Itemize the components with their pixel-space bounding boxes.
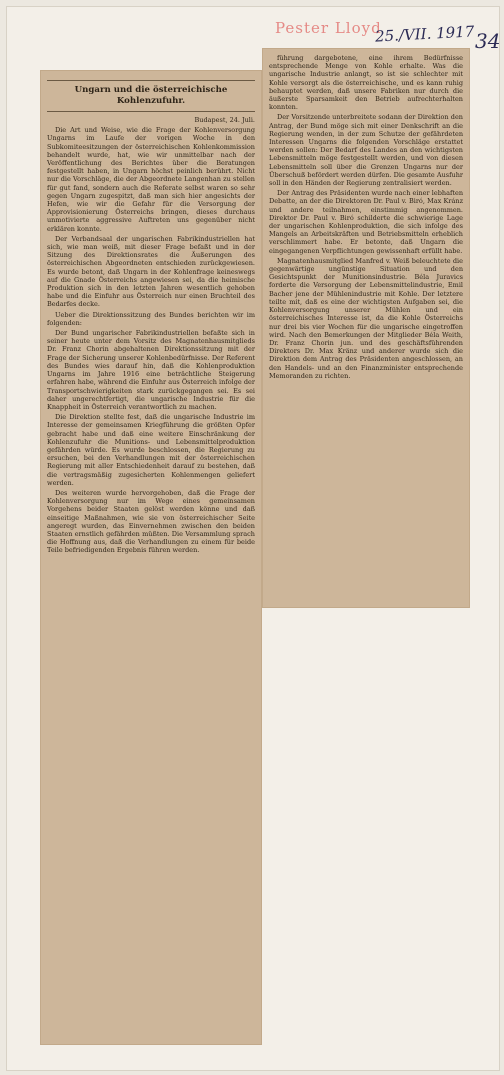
handwritten-date: 25./VII. 1917 bbox=[374, 22, 475, 46]
article-paragraph: Die Art und Weise, wie die Frage der Kohlenversorgung Ungarns im Laufe der vorigen Woche in den Subkomiteesitzungen der österreichischen Kohlenkommission behandelt wurde, hat, wie wir unmittelbar nach der Veröffentlichung des Berichtes über die Beratungen festgestellt haben, in Ungarn höchst peinlich berührt. Nicht nur die Vorschläge, die der Abgeordnete Langenhan zu stellen für gut fand, sondern auch die Referate selbst waren so sehr gegen Ungarn zugespitzt, daß man sich hier angesichts der Hefen, wie wir die Gefahr für die Versorgung der Approvisionierung Österreichs bringen, dieses durchaus unmotivierte aggressive Auftreten uns gegenüber nicht erklären konnte. bbox=[47, 126, 255, 233]
article-dateline: Budapest, 24. Juli. bbox=[194, 116, 255, 124]
article-paragraph: Ueber die Direktionssitzung des Bundes berichten wir im folgenden: bbox=[47, 310, 255, 327]
article-paragraph: Der Bund ungarischer Fabrikindustriellen befaßte sich in seiner heute unter dem Vorsitz des Magnatenhausmitglieds Dr. Franz Chorin abgehaltenen Direktionssitzung mit der Frage der Sicherung unserer Kohlenbedürfnisse. Der Referent des Bundes wies darauf hin, daß die Kohlenproduktion Ungarns im Jahre 1916 eine beträchtliche Steigerung erfahren habe, während die Einfuhr aus Österreich infolge der Transportschwierigkeiten stark zurückgegangen sei. Es sei daher ungerechtfertigt, die ungarische Industrie für die Knappheit in Österreich verantwortlich zu machen. bbox=[47, 329, 255, 411]
article-paragraph: Magnatenhausmitglied Manfred v. Weiß beleuchtete die gegenwärtige ungünstige Situation und den Gesichtspunkt der Munitionsindustrie. Béla Juravics forderte die Versorgung der Lebensmittelindustrie, Emil Bacher jene der Mühlenindustrie mit Kohle. Der letztere teilte mit, daß es eine der wichtigsten Aufgaben sei, die Kohlenversorgung unserer Mühlen und ein österreichisches Interesse ist, da die Kohle Österreichs nur drei bis vier Wochen für die ungarische eingetroffen wird. Nach den Bemerkungen der Mitglieder Béla Weith, Dr. Franz Chorin jun. und des geschäftsführenden Direktors Dr. Max Kränz und anderer wurde sich die Direktion dem Antrag des Präsidenten angeschlossen, an den Handels- und an den Finanzminister entsprechende Memoranden zu richten. bbox=[269, 256, 463, 380]
article-clipping-left bbox=[40, 70, 262, 1045]
article-paragraph: Der Antrag des Präsidenten wurde nach einer lebhaften Debatte, an der die Direktoren Dr. Paul v. Biró, Max Kránz und andere teilnahmen, einstimmig angenommen. Direktor Dr. Paul v. Biró schilderte die schwierige Lage der ungarischen Kohlenproduktion, die sich infolge des Mangels an Arbeitskräften und Betriebsmitteln erheblich verschlimmert habe. Er betonte, daß Ungarn die eingegangenen Verpflichtungen gewissenhaft erfüllt habe. bbox=[269, 189, 463, 255]
article-paragraph: Des weiteren wurde hervorgehoben, daß die Frage der Kohlenversorgung nur im Wege eines gemeinsamen Vorgehens beider Staaten gelöst werden könne und daß einseitige Maßnahmen, wie sie von österreichischer Seite angeregt wurden, das Einvernehmen zwischen den beiden Staaten ernstlich gefährden müßten. Die Versammlung sprach die Hoffnung aus, daß die Verhandlungen zu einem für beide Teile befriedigenden Ergebnis führen werden. bbox=[47, 488, 255, 555]
article-paragraph: Die Direktion stellte fest, daß die ungarische Industrie im Interesse der gemeinsamen Kriegführung die größten Opfer gebracht habe und daß eine weitere Einschränkung der Kohlenzufuhr die Munitions- und Lebensmittelproduktion gefährden würde. Es wurde beschlossen, die Regierung zu ersuchen, bei den Verhandlungen mit der österreichischen Regierung mit aller Entschiedenheit darauf zu bestehen, daß die vertragsmäßig zugesicherten Kohlenmengen geliefert werden. bbox=[47, 413, 255, 487]
newspaper-masthead: Pester Lloyd bbox=[275, 19, 382, 37]
article-paragraph: Der Verbandsaal der ungarischen Fabrikindustriellen hat sich, wie man weiß, mit dieser Frage befaßt und in der Sitzung des Direktionsrates die Äußerungen des österreichischen Abgeordneten entschieden zurückgewiesen. Es wurde betont, daß Ungarn in der Kohlenfrage keineswegs auf die Gnade Österreichs angewiesen sei, da die heimische Produktion sich in den letzten Jahren wesentlich gehoben habe und die Einfuhr aus Österreich nur einen Bruchteil des Bedarfes decke. bbox=[47, 234, 255, 309]
article-paragraph: führung dargebotene, eine ihrem Bedürfnisse entsprechende Menge von Kohle erhalte. Was die ungarische Industrie anlangt, so ist sie schlechter mit Kohle versorgt als die österreichische, und es kann ruhig behauptet werden, daß unsere Fabriken nur durch die äußerste Sparsamkeit den Betrieb aufrechterhalten konnten. bbox=[269, 54, 463, 112]
handwritten-folio-number: 34 bbox=[475, 29, 501, 53]
article-paragraph: Der Vorsitzende unterbreitete sodann der Direktion den Antrag, der Bund möge sich mit einer Denkschrift an die Regierung wenden, in der zum Schutze der gefährdeten Interessen Ungarns die folgenden Vorschläge erstattet werden sollen: Der Bedarf des Landes an den wichtigsten Lebensmitteln möge festgestellt werden, und von diesen Lebensmitteln soll über die Grenzen Ungarns nur der Überschuß befördert werden dürfen. Die gesamte Ausfuhr soll in den Händen der Regierung zentralisiert werden. bbox=[269, 113, 463, 188]
article-headline: Ungarn und die österreichische Kohlenzufuhr. bbox=[47, 80, 255, 112]
article-clipping-right bbox=[262, 48, 470, 608]
